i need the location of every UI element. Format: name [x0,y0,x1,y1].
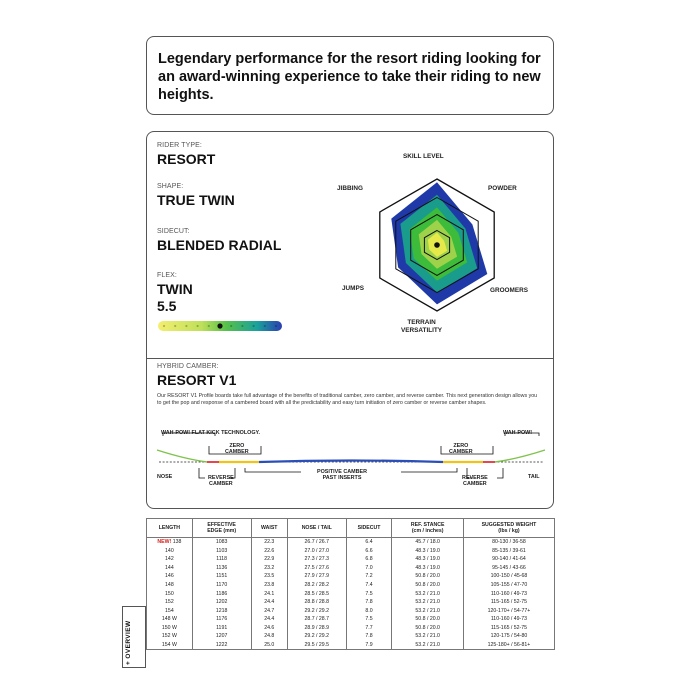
spec-cell: 7.9 [346,641,392,650]
spec-cell: 28.8 / 28.8 [288,598,347,607]
spec-cell: 28.9 / 28.9 [288,623,347,632]
table-row [147,538,555,547]
spec-cell: 7.5 [346,589,392,598]
spec-cell: 24.6 [251,623,287,632]
camber-label: HYBRID CAMBER: [157,363,219,370]
flex-tick [264,325,266,327]
spec-cell: 26.7 / 26.7 [288,538,347,547]
spec-cell: 53.2 / 21.0 [392,589,463,598]
spec-cell: 105-155 / 47-70 [463,581,554,590]
flex-tick [230,325,232,327]
spec-cell: 29.2 / 29.2 [288,606,347,615]
spec-cell: 110-160 / 49-73 [463,615,554,624]
flex-scale [157,319,283,333]
spec-cell: 120-170+ / 54-77+ [463,606,554,615]
spec-cell: 144 [147,564,193,573]
radar-label-jibbing: JIBBING [337,185,363,192]
spec-cell: 85-135 / 39-61 [463,547,554,556]
spec-cell: 27.0 / 27.0 [288,547,347,556]
spec-cell: 154 W [147,641,193,650]
spec-cell: 25.0 [251,641,287,650]
spec-cell: 28.2 / 28.2 [288,581,347,590]
spec-cell: 48.3 / 19.0 [392,564,463,573]
sidecut-label: SIDECUT: [157,228,190,235]
spec-cell: 53.2 / 21.0 [392,598,463,607]
spec-cell: 1136 [192,564,251,573]
spec-cell: 27.5 / 27.6 [288,564,347,573]
spec-cell: 28.5 / 28.5 [288,589,347,598]
spec-header-cell: EFFECTIVE EDGE (mm) [192,519,251,538]
wah-pow-right-label: WAH-POW! [503,430,533,436]
spec-header-cell: NOSE / TAIL [288,519,347,538]
spec-cell: 28.7 / 28.7 [288,615,347,624]
shape-value: TRUE TWIN [157,192,235,208]
spec-cell: 7.4 [346,581,392,590]
spec-cell: 1083 [192,538,251,547]
spec-cell: 1186 [192,589,251,598]
camber-name: RESORT V1 [157,372,237,388]
spec-cell: 142 [147,555,193,564]
flex-number: 5.5 [157,298,177,314]
shape-label: SHAPE: [157,183,184,190]
section-divider [147,358,553,359]
zero-camber-right-label: ZERO CAMBER [449,443,473,455]
wah-pow-left-label: WAH-POW! FLAT KICK TECHNOLOGY. [161,430,261,436]
spec-cell: 150 W [147,623,193,632]
rider-type-label: RIDER TYPE: [157,142,202,149]
table-row [147,623,555,632]
spec-cell: 53.2 / 21.0 [392,606,463,615]
spec-cell: 115-165 / 52-75 [463,598,554,607]
spec-cell: 1170 [192,581,251,590]
spec-cell: 140 [147,547,193,556]
camber-description: Our RESORT V1 Profile boards take full advantage of the benefits of traditional camber, zero camber, and reverse camber. This next generation design allows you to get the pop and response of a cambered board with all the predictability and easy turn initiation of zero camber or reverse camber shapes. [157,393,538,406]
sidecut-value: BLENDED RADIAL [157,237,282,253]
flex-tick [185,325,187,327]
flex-label: FLEX: [157,272,177,279]
spec-cell: 27.9 / 27.9 [288,572,347,581]
spec-cell: 6.4 [346,538,392,547]
specs-panel [146,131,554,509]
spec-cell: 148 [147,581,193,590]
tail-label: TAIL [528,474,540,480]
spec-cell: 7.2 [346,572,392,581]
spec-cell: 48.3 / 19.0 [392,555,463,564]
spec-cell: 7.5 [346,615,392,624]
spec-cell: 50.8 / 20.0 [392,572,463,581]
table-row [147,632,555,641]
spec-cell: 152 W [147,632,193,641]
flex-tick [174,325,176,327]
spec-cell: 1207 [192,632,251,641]
spec-header-cell: LENGTH [147,519,193,538]
overview-tab[interactable] [122,606,146,668]
radar-center-dot [434,242,440,248]
table-row [147,615,555,624]
flex-tick [208,325,210,327]
spec-cell: 125-180+ / 56-81+ [463,641,554,650]
spec-cell: 27.3 / 27.3 [288,555,347,564]
spec-cell: 22.3 [251,538,287,547]
spec-cell: 1218 [192,606,251,615]
spec-cell: NEW! 138 [147,538,193,547]
spec-cell: 53.2 / 21.0 [392,632,463,641]
spec-cell: 50.8 / 20.0 [392,581,463,590]
table-row [147,555,555,564]
spec-cell: 7.8 [346,632,392,641]
table-row [147,581,555,590]
spec-cell: 7.7 [346,623,392,632]
spec-cell: 90-140 / 41-64 [463,555,554,564]
table-row [147,572,555,581]
flex-tick [275,325,277,327]
radar-label-powder: POWDER [488,185,517,192]
spec-cell: 95-145 / 43-66 [463,564,554,573]
spec-cell: 1103 [192,547,251,556]
spec-header-cell: WAIST [251,519,287,538]
spec-cell: 80-130 / 36-58 [463,538,554,547]
table-row [147,598,555,607]
table-row [147,641,555,650]
spec-header-cell: SIDECUT [346,519,392,538]
spec-cell: 24.7 [251,606,287,615]
spec-cell: 1151 [192,572,251,581]
spec-cell: 48.3 / 19.0 [392,547,463,556]
spec-cell: 24.4 [251,598,287,607]
flex-tick [163,325,165,327]
spec-cell: 24.1 [251,589,287,598]
spec-cell: 23.2 [251,564,287,573]
spec-cell: 1202 [192,598,251,607]
spec-cell: 45.7 / 18.0 [392,538,463,547]
flex-tick [241,325,243,327]
spec-table-header [147,519,555,538]
spec-header-cell: REF. STANCE (cm / inches) [392,519,463,538]
spec-cell: 29.2 / 29.2 [288,632,347,641]
table-row [147,589,555,598]
spec-cell: 148 W [147,615,193,624]
overview-tab-label: + OVERVIEW [125,620,132,665]
zero-camber-left-label: ZERO CAMBER [225,443,249,455]
radar-chart [327,147,547,342]
spec-cell: 152 [147,598,193,607]
new-badge: NEW! [157,539,172,546]
spec-cell: 100-150 / 45-68 [463,572,554,581]
table-row [147,547,555,556]
radar-label-groomers: GROOMERS [490,287,528,294]
table-row [147,564,555,573]
spec-cell: 1118 [192,555,251,564]
spec-cell: 22.6 [251,547,287,556]
spec-cell: 6.8 [346,555,392,564]
spec-header-cell: SUGGESTED WEIGHT (lbs / kg) [463,519,554,538]
radar-label-jumps: JUMPS [342,285,365,292]
headline-box [146,36,554,115]
flex-value: TWIN [157,281,193,297]
rider-type-value: RESORT [157,151,216,167]
positive-camber-label: POSITIVE CAMBER PAST INSERTS [317,469,368,481]
spec-cell: 7.8 [346,598,392,607]
spec-table [146,518,555,650]
spec-cell: 115-165 / 52-75 [463,623,554,632]
spec-cell: 150 [147,589,193,598]
flex-tick [253,325,255,327]
radar-label-terrain-versatility: TERRAIN VERSATILITY [401,319,443,334]
flex-marker [217,323,222,328]
spec-cell: 53.2 / 21.0 [392,641,463,650]
spec-cell: 23.5 [251,572,287,581]
spec-cell: 22.9 [251,555,287,564]
spec-cell: 1176 [192,615,251,624]
spec-cell: 120-175 / 54-80 [463,632,554,641]
flex-tick [197,325,199,327]
spec-cell: 23.8 [251,581,287,590]
spec-cell: 1191 [192,623,251,632]
reverse-camber-left-label: REVERSE CAMBER [208,475,234,487]
spec-cell: 24.8 [251,632,287,641]
spec-cell: 50.8 / 20.0 [392,615,463,624]
headline: Legendary performance for the resort riding looking for an award-winning experience to take their riding to new heights. [158,51,541,103]
nose-label: NOSE [157,474,173,480]
spec-cell: 50.8 / 20.0 [392,623,463,632]
spec-cell: 29.5 / 29.5 [288,641,347,650]
spec-cell: 8.0 [346,606,392,615]
spec-cell: 146 [147,572,193,581]
spec-cell: 7.0 [346,564,392,573]
radar-label-skill-level: SKILL LEVEL [403,153,444,160]
spec-cell: 1222 [192,641,251,650]
spec-cell: 110-160 / 49-73 [463,589,554,598]
table-row [147,606,555,615]
spec-cell: 154 [147,606,193,615]
reverse-camber-right-label: REVERSE CAMBER [462,475,488,487]
spec-cell: 24.4 [251,615,287,624]
spec-cell: 6.6 [346,547,392,556]
